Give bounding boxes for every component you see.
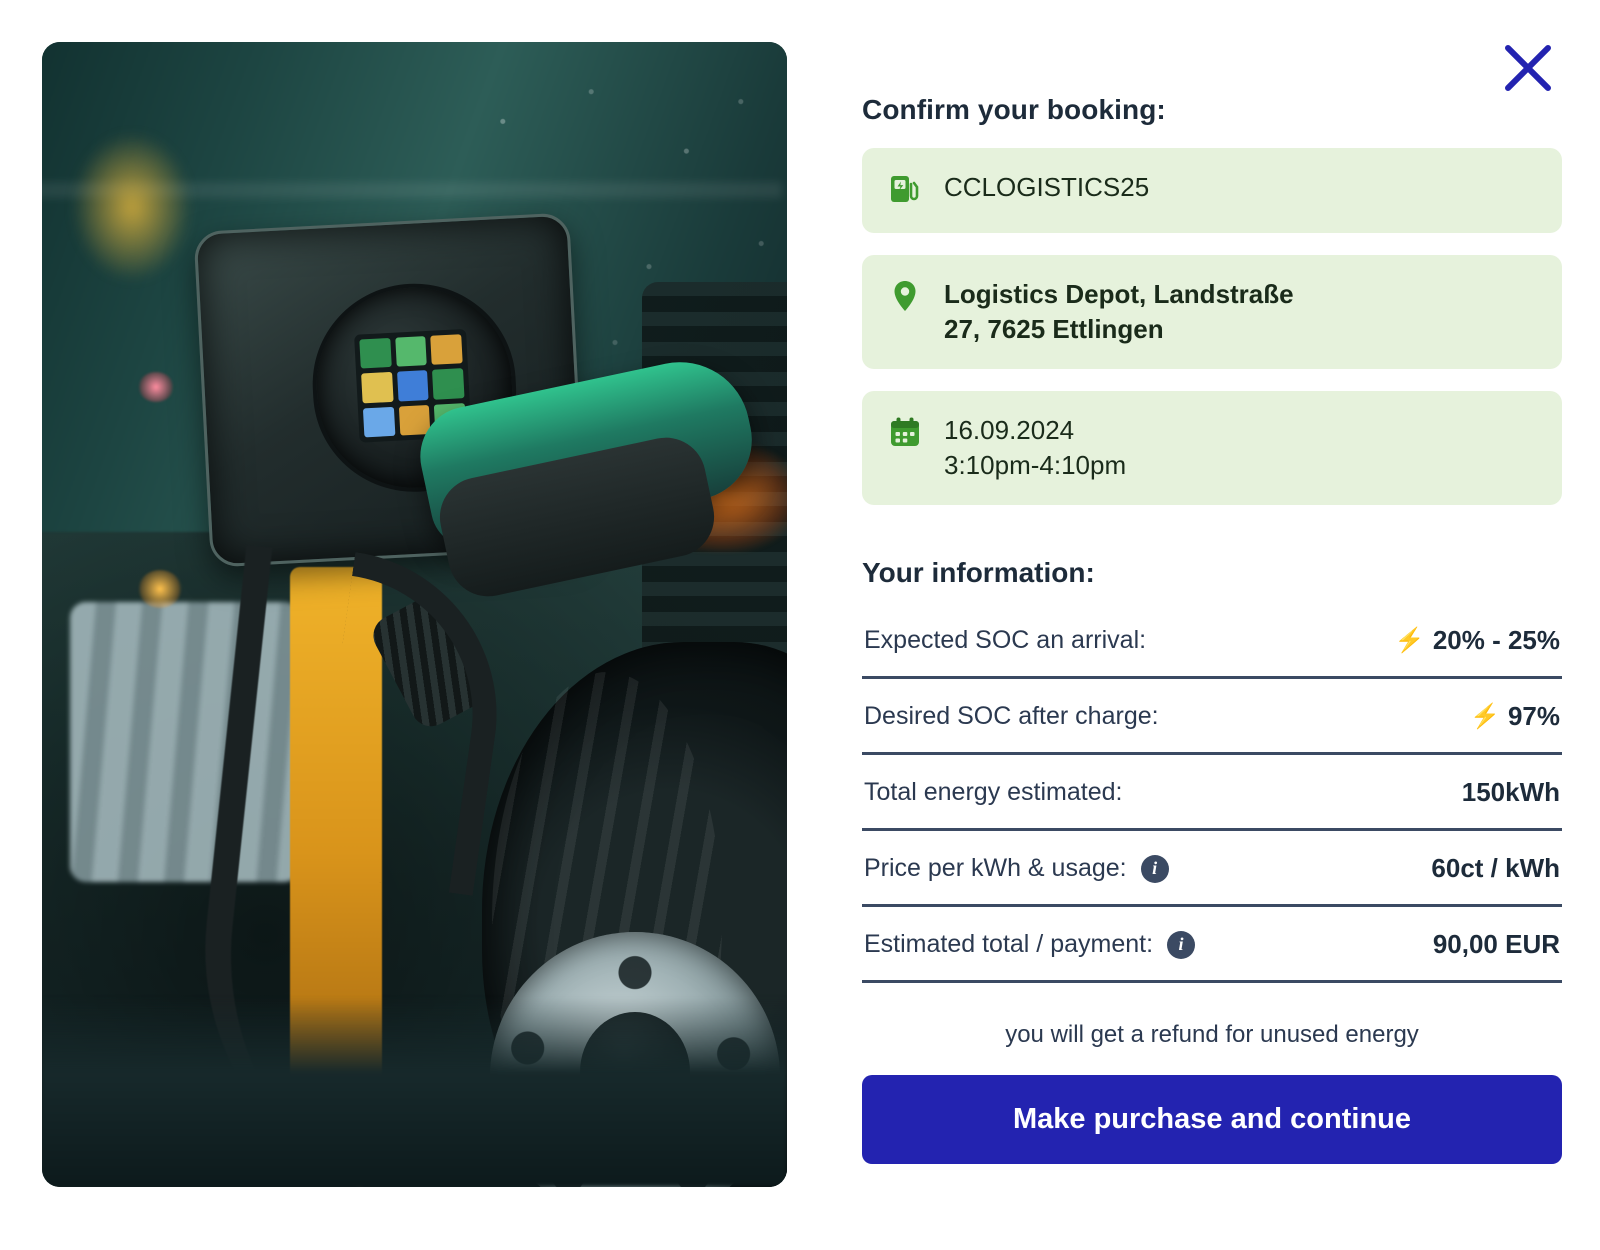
ev-truck-charging-photo: [42, 42, 787, 1187]
refund-note: you will get a refund for unused energy: [1005, 1021, 1419, 1049]
photo-background: [42, 42, 787, 1187]
booking-schedule-card: [862, 391, 1562, 505]
red-marker-light: [138, 372, 174, 402]
charging-station-icon: [888, 172, 922, 211]
detail-value: 60ct / kWh: [1431, 853, 1560, 884]
detail-label: Desired SOC after charge:: [864, 702, 1159, 731]
booking-date: 16.09.2024: [944, 415, 1075, 446]
booking-code-value: CCLOGISTICS25: [944, 172, 1150, 202]
info-icon[interactable]: i: [1167, 931, 1195, 959]
detail-label: Total energy estimated:: [864, 778, 1123, 807]
booking-code-card: [862, 148, 1562, 233]
map-pin-icon: [888, 279, 922, 318]
booking-location-card: [862, 255, 1562, 369]
truck-livery-text: [72, 132, 192, 282]
wet-ground: [42, 997, 787, 1187]
detail-row-desired-soc: [862, 679, 1562, 755]
detail-row-estimated-total: [862, 907, 1562, 983]
make-purchase-button[interactable]: Make purchase and continue: [862, 1075, 1562, 1164]
booking-location-line2: 27, 7625 Ettlingen: [944, 314, 1164, 345]
detail-label: Estimated total / payment:: [864, 930, 1154, 959]
bolt-icon: ⚡: [1394, 627, 1425, 655]
booking-details-panel: [862, 34, 1562, 1214]
booking-location-line1: Logistics Depot, Landstraße: [944, 279, 1294, 309]
detail-row-expected-soc: [862, 603, 1562, 679]
detail-value: 90,00 EUR: [1432, 929, 1560, 960]
detail-value: 150kWh: [1461, 777, 1560, 808]
amber-marker-light: [138, 570, 182, 608]
detail-label: Expected SOC an arrival:: [864, 626, 1147, 655]
your-information-title: Your information:: [862, 557, 1095, 589]
info-icon[interactable]: i: [1141, 855, 1169, 883]
detail-value: 97%: [1507, 701, 1560, 732]
calendar-icon: [888, 415, 922, 454]
bolt-icon: ⚡: [1470, 703, 1500, 731]
booking-time: 3:10pm-4:10pm: [944, 450, 1127, 481]
detail-value: 20% - 25%: [1432, 625, 1560, 656]
detail-label: Price per kWh & usage:: [864, 854, 1127, 883]
close-icon[interactable]: [1500, 40, 1556, 96]
confirm-booking-title: Confirm your booking:: [862, 94, 1166, 125]
detail-row-price-per-kwh: [862, 831, 1562, 907]
detail-row-total-energy: [862, 755, 1562, 831]
